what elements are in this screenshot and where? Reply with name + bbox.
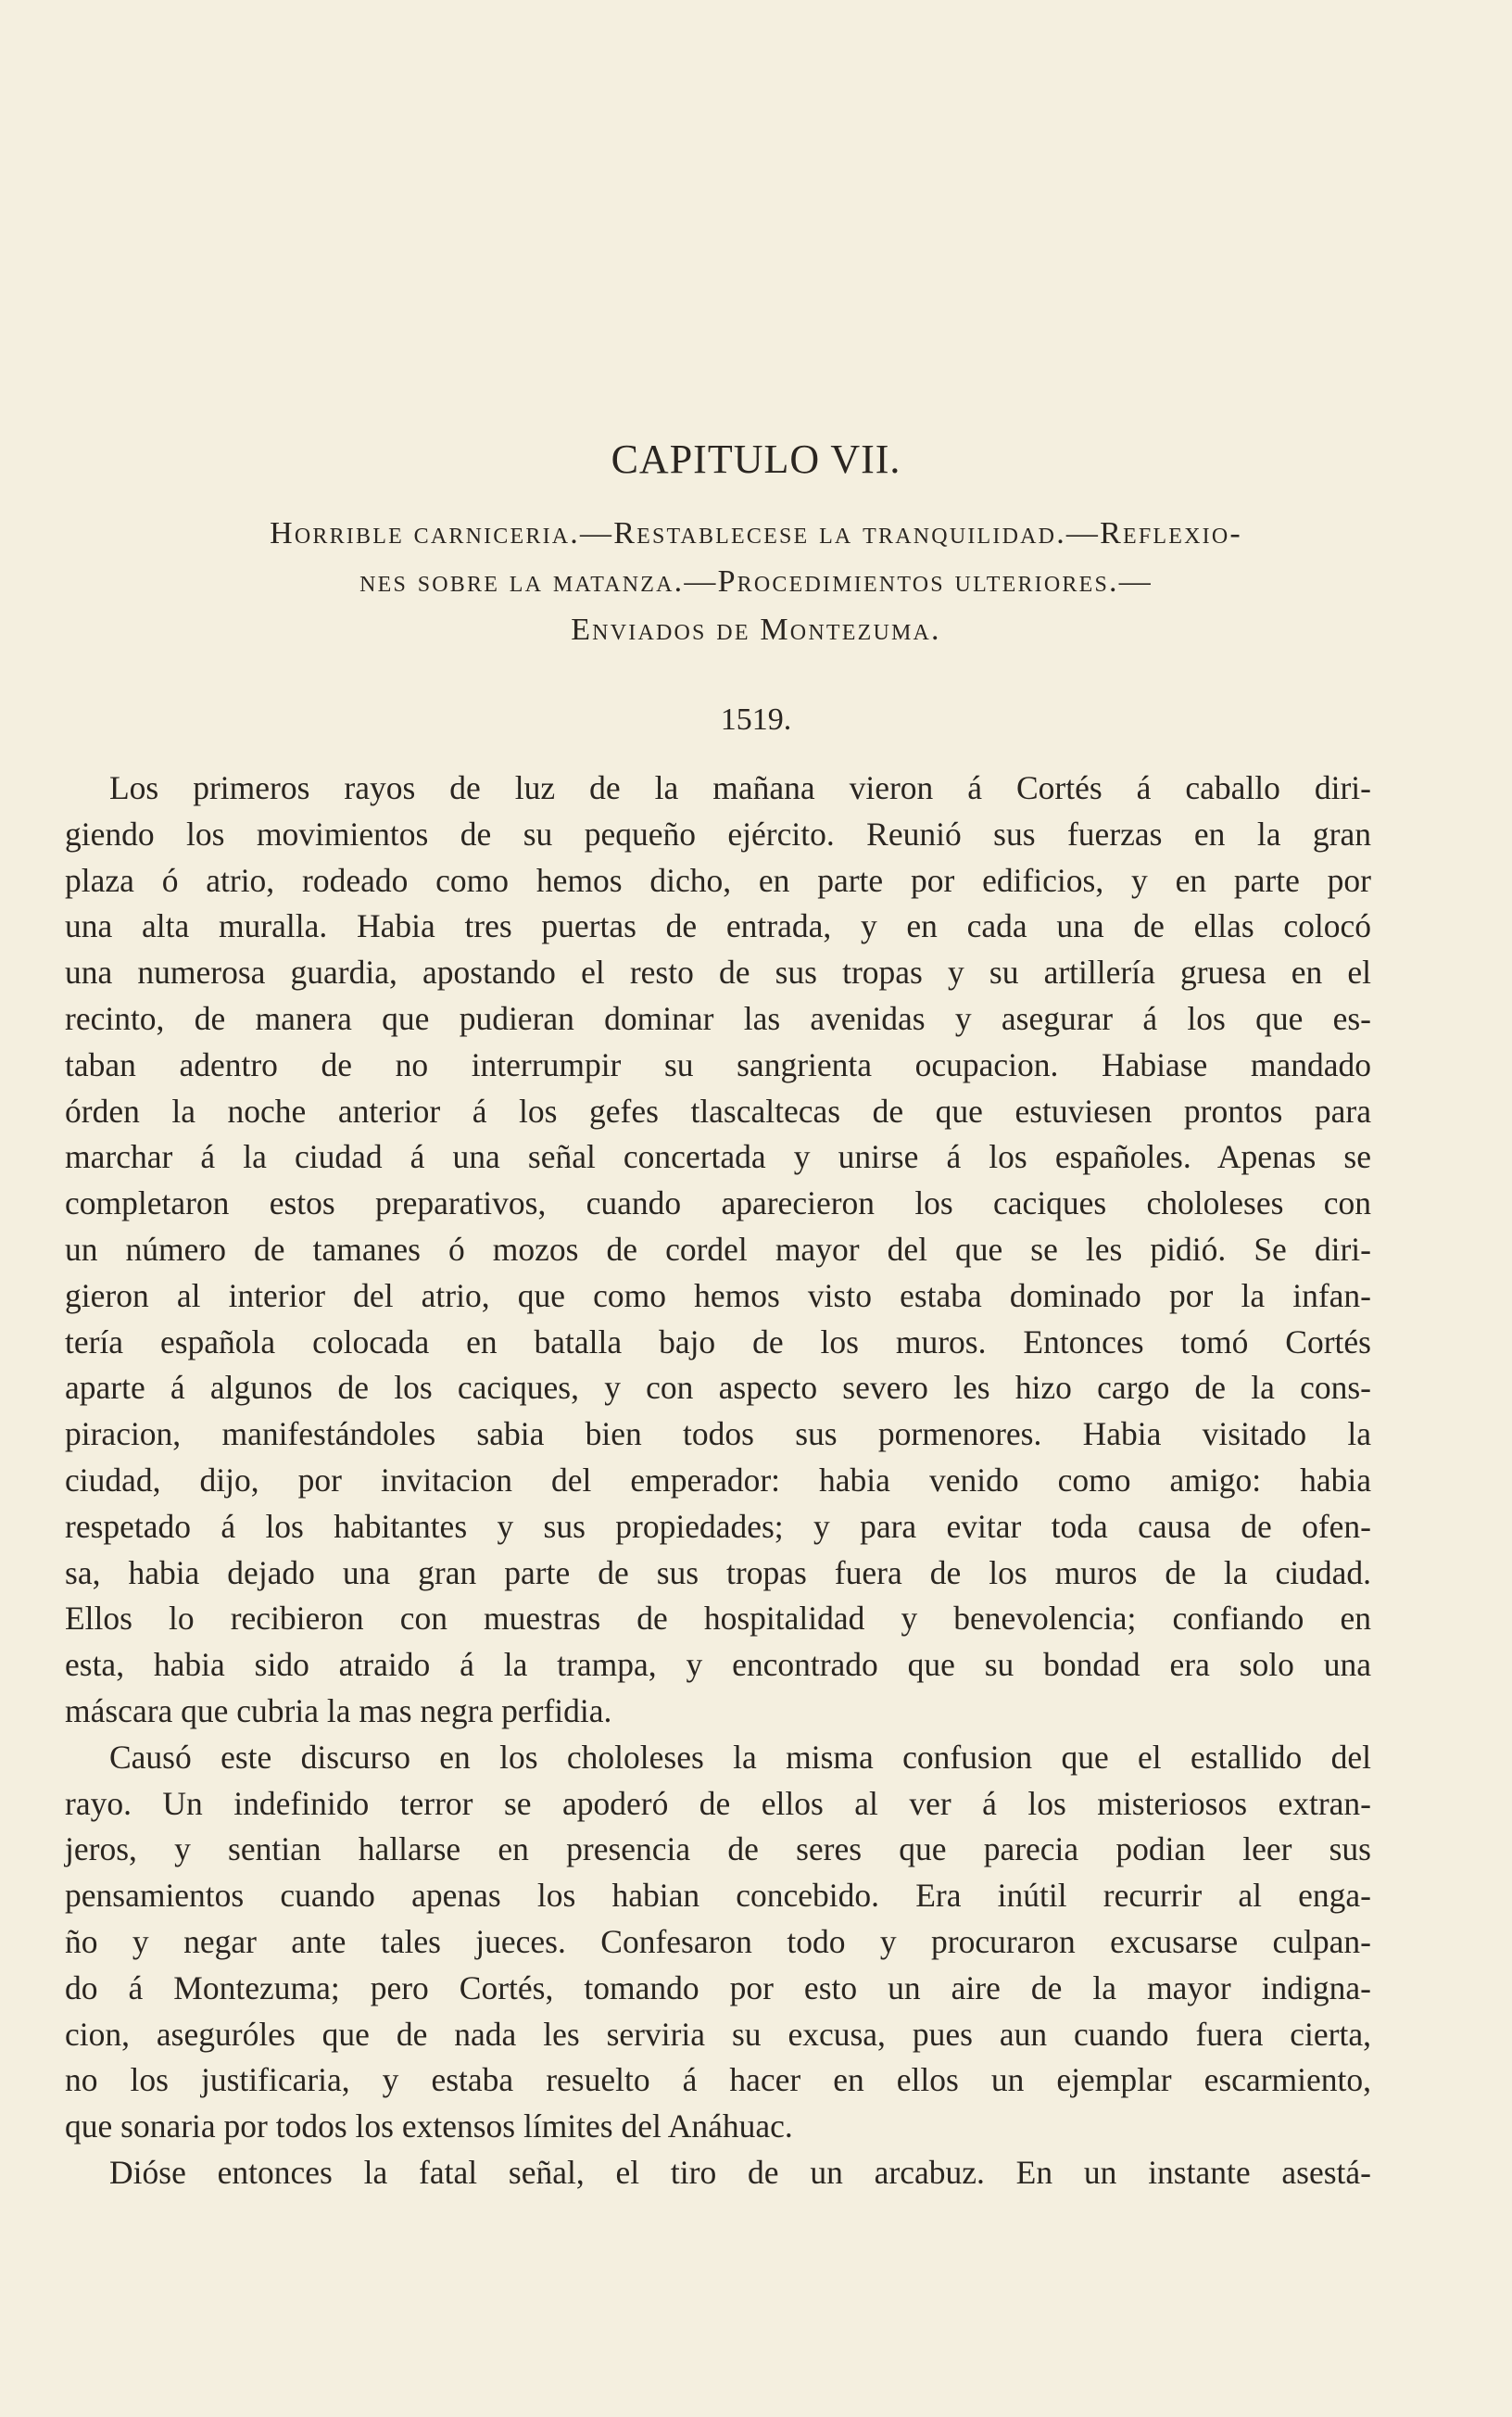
text-line: recinto, de manera que pudieran dominar las avenidas y asegurar á los que es- xyxy=(65,999,1371,1037)
text-line: ciudad, dijo, por invitacion del emperador: habia venido como amigo: habia xyxy=(65,1461,1371,1499)
text-line: máscara que cubria la mas negra perfidia. xyxy=(65,1691,612,1729)
text-line: cion, aseguróles que de nada les serviria su excusa, pues aun cuando fuera cierta, xyxy=(65,2015,1371,2053)
text-line: que sonaria por todos los extensos límites del Anáhuac. xyxy=(65,2107,793,2145)
chapter-title: CAPITULO VII. xyxy=(611,437,901,482)
body-text xyxy=(65,766,1371,2196)
text-line: una numerosa guardia, apostando el resto de sus tropas y su artillería gruesa en el xyxy=(65,954,1371,992)
summary-line: nes sobre la matanza.—Procedimientos ulteriores.— xyxy=(359,564,1153,599)
text-line: Ellos lo recibieron con muestras de hospitalidad y benevolencia; confiando en xyxy=(65,1600,1371,1638)
text-line: esta, habia sido atraido á la trampa, y encontrado que su bondad era solo una xyxy=(65,1646,1371,1684)
text-line: aparte á algunos de los caciques, y con aspecto severo les hizo cargo de la cons- xyxy=(65,1369,1371,1407)
summary-line: Enviados de Montezuma. xyxy=(571,613,941,647)
chapter-summary xyxy=(65,510,1447,654)
text-line: gieron al interior del atrio, que como hemos visto estaba dominado por la infan- xyxy=(65,1276,1371,1314)
paragraph xyxy=(65,766,1371,1735)
text-line: pensamientos cuando apenas los habian concebido. Era inútil recurrir al enga- xyxy=(65,1877,1371,1915)
summary-line: Horrible carniceria.—Restablecese la tranquilidad.—Reflexio- xyxy=(270,516,1242,550)
text-line: no los justificaria, y estaba resuelto á hacer en ellos un ejemplar escarmiento, xyxy=(65,2061,1371,2099)
text-line: plaza ó atrio, rodeado como hemos dicho, en parte por edificios, y en parte por xyxy=(65,861,1371,899)
text-line: marchar á la ciudad á una señal concertada y unirse á los españoles. Apenas se xyxy=(65,1138,1371,1176)
text-line: tería española colocada en batalla bajo de los muros. Entonces tomó Cortés xyxy=(65,1322,1371,1360)
paragraph xyxy=(65,2150,1371,2196)
text-line: ño y negar ante tales jueces. Confesaron todo y procuraron excusarse culpan- xyxy=(65,1922,1371,1960)
text-line: piracion, manifestándoles sabia bien todos sus pormenores. Habia visitado la xyxy=(65,1415,1371,1453)
text-line: jeros, y sentian hallarse en presencia de seres que parecia podian leer sus xyxy=(65,1830,1371,1868)
text-line: un número de tamanes ó mozos de cordel mayor del que se les pidió. Se diri- xyxy=(65,1230,1371,1268)
text-line: Dióse entonces la fatal señal, el tiro de un arcabuz. En un instante asestá- xyxy=(109,2153,1371,2191)
text-line: Los primeros rayos de luz de la mañana vieron á Cortés á caballo diri- xyxy=(109,769,1371,806)
text-line: Causó este discurso en los chololeses la misma confusion que el estallido del xyxy=(109,1738,1371,1776)
text-line: giendo los movimientos de su pequeño ejército. Reunió sus fuerzas en la gran xyxy=(65,815,1371,853)
text-line: completaron estos preparativos, cuando aparecieron los caciques chololeses con xyxy=(65,1184,1371,1222)
text-line: sa, habia dejado una gran parte de sus tropas fuera de los muros de la ciudad. xyxy=(65,1553,1371,1591)
text-line: rayo. Un indefinido terror se apoderó de ellos al ver á los misteriosos extran- xyxy=(65,1784,1371,1822)
text-line: taban adentro de no interrumpir su sangrienta ocupacion. Habiase mandado xyxy=(65,1045,1371,1083)
chapter-year: 1519. xyxy=(720,702,792,737)
text-line: respetado á los habitantes y sus propiedades; y para evitar toda causa de ofen- xyxy=(65,1507,1371,1545)
paragraph xyxy=(65,1735,1371,2150)
text-line: do á Montezuma; pero Cortés, tomando por esto un aire de la mayor indigna- xyxy=(65,1968,1371,2006)
text-line: una alta muralla. Habia tres puertas de entrada, y en cada una de ellas colocó xyxy=(65,907,1371,945)
text-line: órden la noche anterior á los gefes tlascaltecas de que estuviesen prontos para xyxy=(65,1092,1371,1130)
